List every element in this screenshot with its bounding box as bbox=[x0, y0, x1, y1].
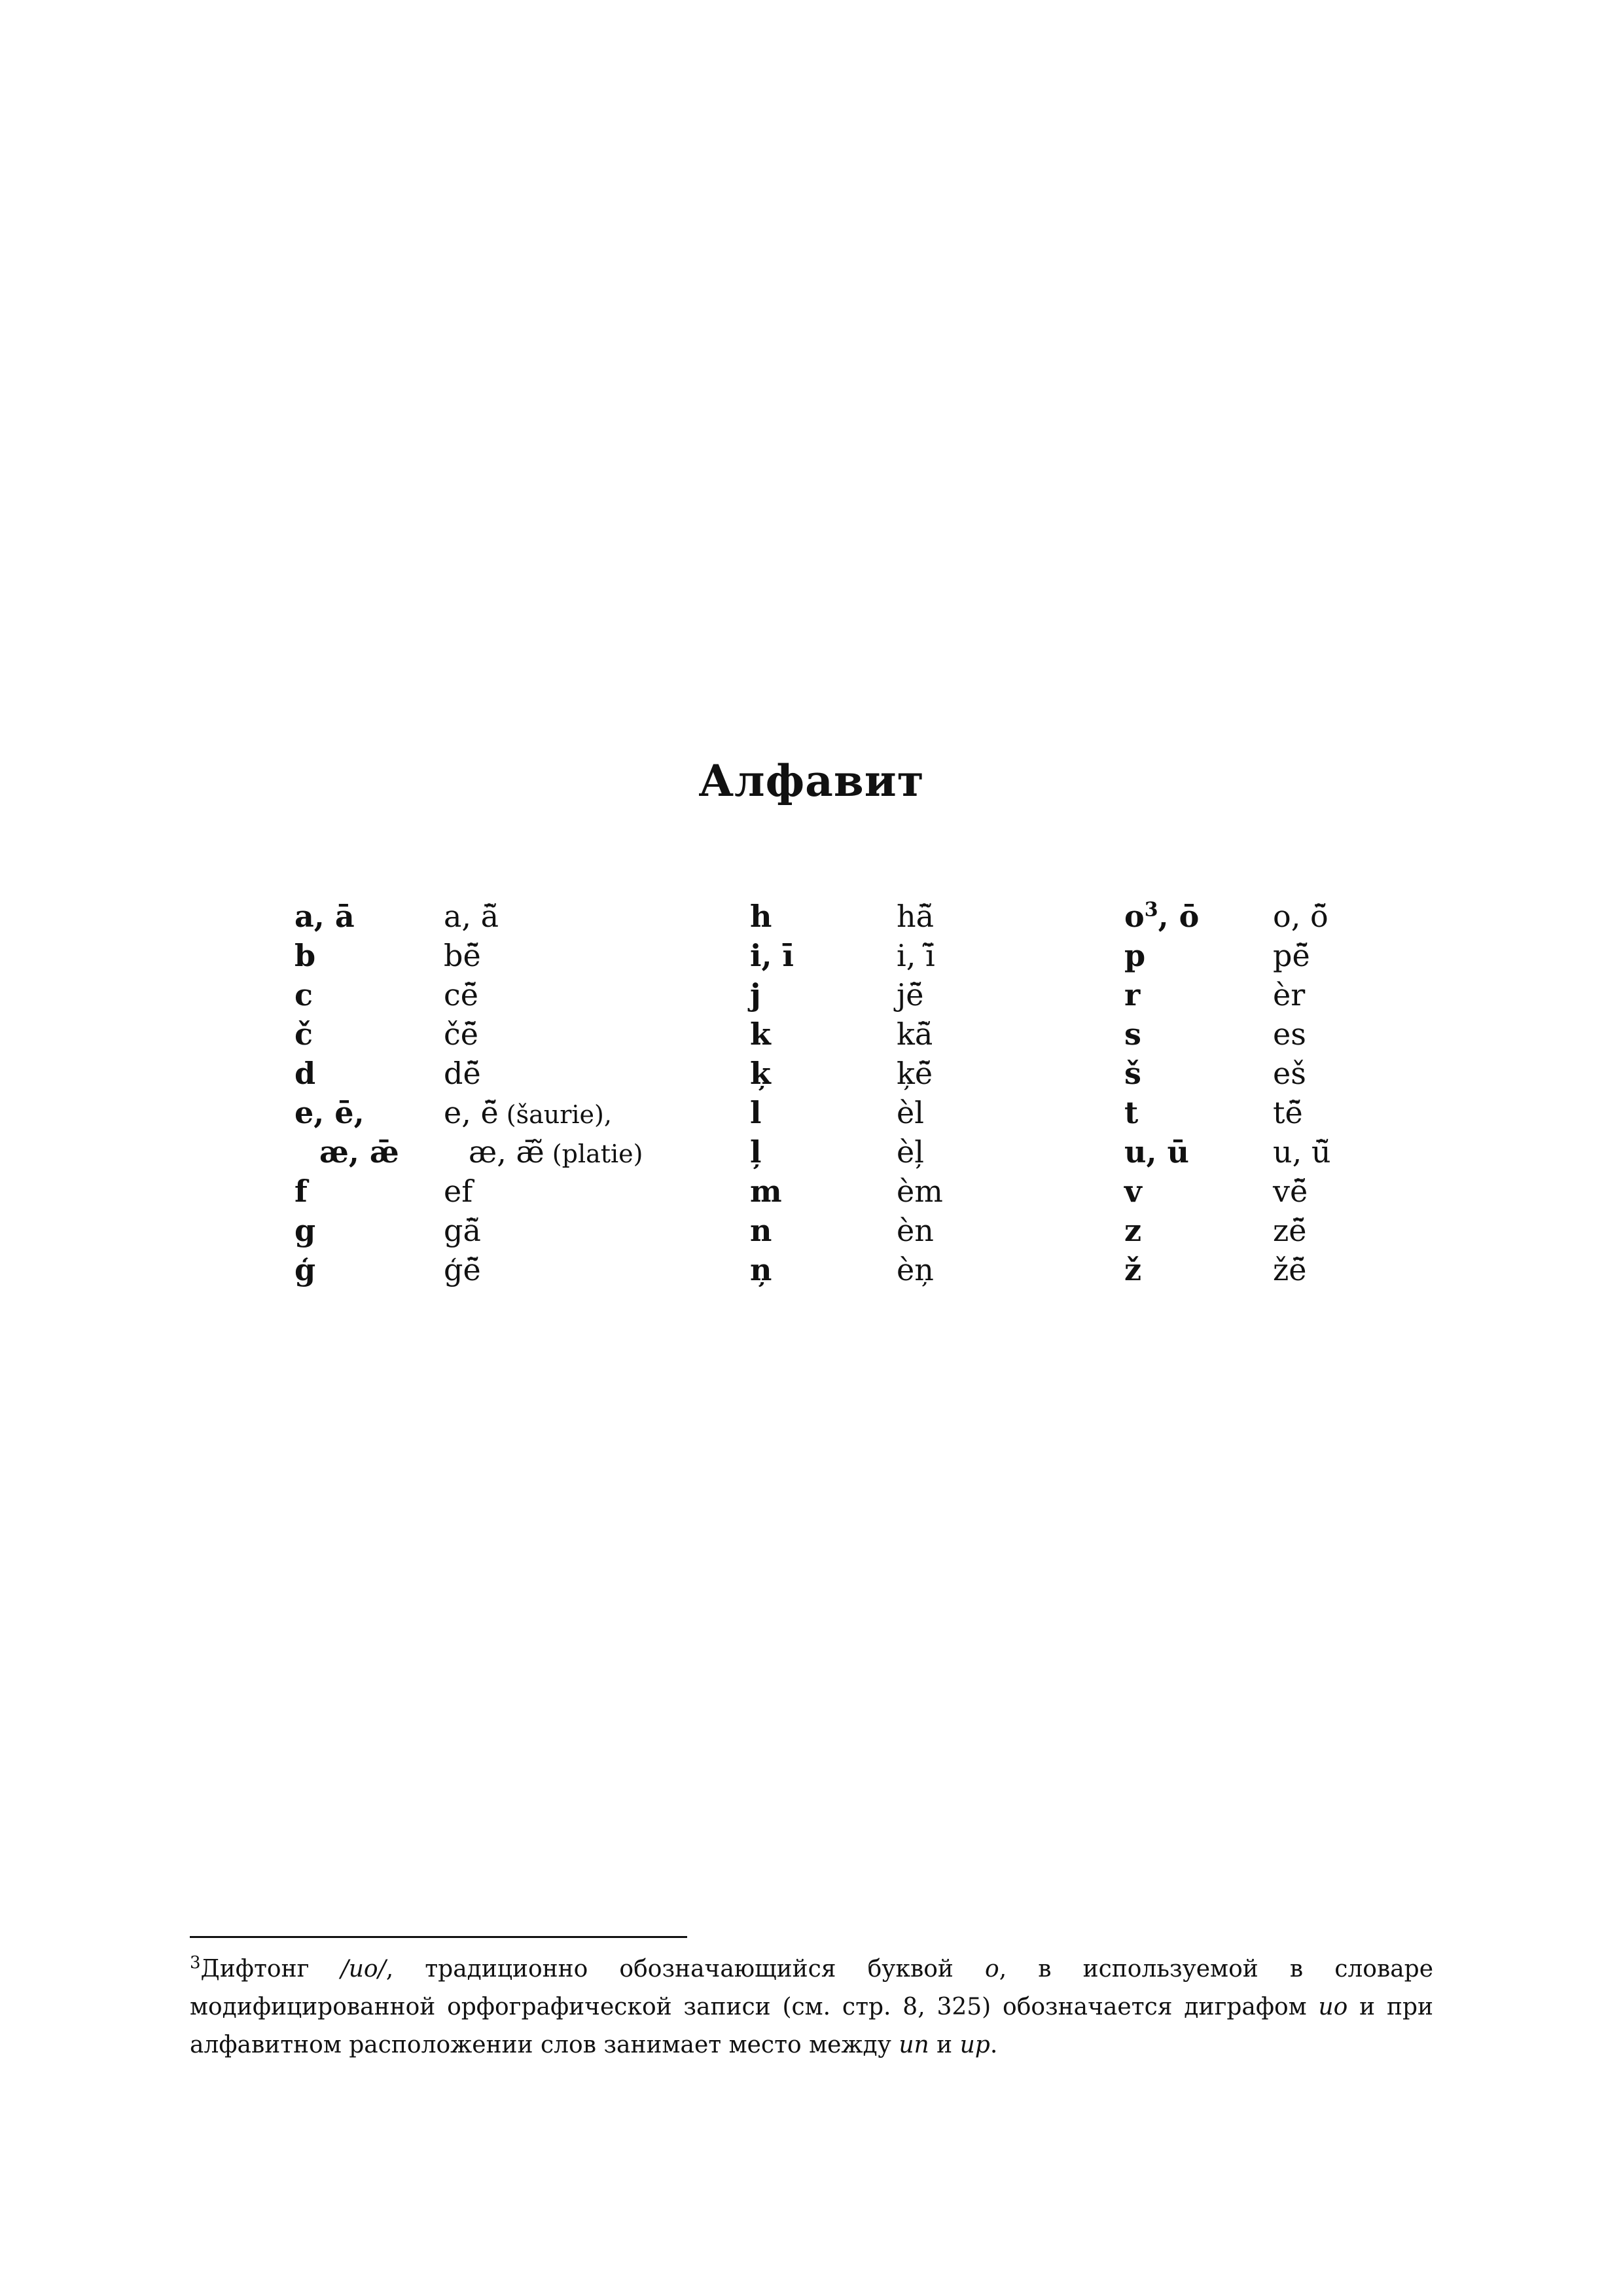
letter-name: dē̃ bbox=[444, 1056, 481, 1091]
alphabet-row bbox=[0, 1132, 1623, 1172]
letter-name: vē̃ bbox=[1273, 1174, 1308, 1209]
letter: š bbox=[1124, 1056, 1141, 1091]
letter: ž bbox=[1124, 1252, 1142, 1287]
letter: r bbox=[1124, 977, 1141, 1013]
footnote-italic: /uo/ bbox=[340, 1956, 386, 1982]
footnote-divider bbox=[190, 1936, 687, 1938]
alphabet-row bbox=[0, 1250, 1623, 1289]
letter: e, ē, bbox=[294, 1095, 365, 1130]
letter: u, ū bbox=[1124, 1134, 1189, 1170]
letter-name: èļ bbox=[897, 1134, 924, 1170]
letter-name: gā̃ bbox=[444, 1213, 481, 1248]
letter: k bbox=[750, 1016, 771, 1052]
letter-rest: , ō bbox=[1158, 899, 1200, 934]
letter: d bbox=[294, 1056, 316, 1091]
alphabet-row bbox=[0, 1054, 1623, 1093]
letter: s bbox=[1124, 1016, 1141, 1052]
letter-name: èl bbox=[897, 1095, 924, 1130]
footnote-italic: un bbox=[899, 2032, 929, 2058]
letter: ļ bbox=[750, 1134, 762, 1170]
footnote-italic: uo bbox=[1318, 1994, 1348, 2020]
letter-name: æ, ǣ̃ bbox=[469, 1134, 544, 1170]
footnote-text: и при алфавитном расположении слов занимает место между bbox=[190, 1994, 1434, 2058]
footnote-marker: 3 bbox=[1144, 898, 1158, 922]
letter: z bbox=[1124, 1213, 1142, 1248]
letter-name: čē̃ bbox=[444, 1016, 478, 1052]
letter: ņ bbox=[750, 1252, 772, 1287]
letter-with-footnote bbox=[1124, 897, 1199, 936]
letter: a, ā bbox=[294, 899, 355, 934]
letter: ķ bbox=[750, 1056, 771, 1091]
letter-name: pē̃ bbox=[1273, 938, 1310, 973]
letter-name: eš bbox=[1273, 1056, 1306, 1091]
alphabet-row bbox=[0, 936, 1623, 975]
letter-name: u, ū̃ bbox=[1273, 1134, 1331, 1170]
letter: h bbox=[750, 899, 772, 934]
letter: ģ bbox=[294, 1252, 316, 1287]
footnote-text: Дифтонг bbox=[200, 1956, 341, 1982]
letter-name: tē̃ bbox=[1273, 1095, 1303, 1130]
letter-name: žē̃ bbox=[1273, 1252, 1307, 1287]
letter-name: èm bbox=[897, 1174, 943, 1209]
letter-name: es bbox=[1273, 1016, 1306, 1052]
footnote-text: и bbox=[929, 2032, 960, 2058]
letter-name: bē̃ bbox=[444, 938, 481, 973]
footnote-italic: up bbox=[959, 2032, 990, 2058]
letter-name: kā̃ bbox=[897, 1016, 933, 1052]
letter-base: o bbox=[1124, 899, 1145, 934]
letter-name: hā̃ bbox=[897, 899, 935, 934]
letter-name: jē̃ bbox=[897, 977, 924, 1013]
letter: i, ī bbox=[750, 938, 794, 973]
alphabet-row bbox=[0, 1211, 1623, 1250]
letter: g bbox=[294, 1213, 316, 1248]
letter: n bbox=[750, 1213, 772, 1248]
letter: æ, ǣ bbox=[319, 1134, 399, 1170]
letter-name: e, ē̃ bbox=[444, 1095, 499, 1130]
letter: b bbox=[294, 938, 316, 973]
footnote-text: , в используемой в словаре модифицированной орфографической записи (см. стр. 8, 325) обозначается диграфом bbox=[190, 1956, 1434, 2020]
page-title: Алфавит bbox=[698, 755, 925, 806]
alphabet-row bbox=[0, 975, 1623, 1014]
alphabet-row bbox=[0, 1014, 1623, 1054]
letter-name: zē̃ bbox=[1273, 1213, 1307, 1248]
letter-name-note: (platie) bbox=[544, 1139, 643, 1168]
letter-name: a, ā̃ bbox=[444, 899, 499, 934]
letter-name-note: (šaurie), bbox=[498, 1100, 612, 1129]
letter: m bbox=[750, 1174, 782, 1209]
footnote bbox=[190, 1950, 1433, 2064]
letter: v bbox=[1124, 1174, 1142, 1209]
letter-name: cē̃ bbox=[444, 977, 478, 1013]
footnote-number: 3 bbox=[190, 1953, 201, 1973]
letter-name: ķē̃ bbox=[897, 1056, 933, 1091]
letter-name-with-note bbox=[444, 1093, 612, 1134]
letter: l bbox=[750, 1095, 762, 1130]
letter-name: èn bbox=[897, 1213, 934, 1248]
alphabet-row bbox=[0, 1093, 1623, 1132]
letter-name: èr bbox=[1273, 977, 1306, 1013]
footnote-text: . bbox=[990, 2032, 998, 2058]
footnote-italic: o bbox=[985, 1956, 999, 1982]
letter: f bbox=[294, 1174, 308, 1209]
letter: t bbox=[1124, 1095, 1139, 1130]
letter: c bbox=[294, 977, 313, 1013]
letter-name: ef bbox=[444, 1174, 473, 1209]
alphabet-row bbox=[0, 1172, 1623, 1211]
letter-name-with-note bbox=[444, 1132, 643, 1174]
letter: j bbox=[750, 977, 761, 1013]
letter-name: èņ bbox=[897, 1252, 934, 1287]
letter: č bbox=[294, 1016, 313, 1052]
letter-name: ģē̃ bbox=[444, 1252, 481, 1287]
letter-name: o, ō̃ bbox=[1273, 899, 1329, 934]
letter: p bbox=[1124, 938, 1146, 973]
alphabet-row bbox=[0, 897, 1623, 936]
letter-name: i, ī̃ bbox=[897, 938, 935, 973]
footnote-text: , традиционно обозначающийся буквой bbox=[385, 1956, 986, 1982]
